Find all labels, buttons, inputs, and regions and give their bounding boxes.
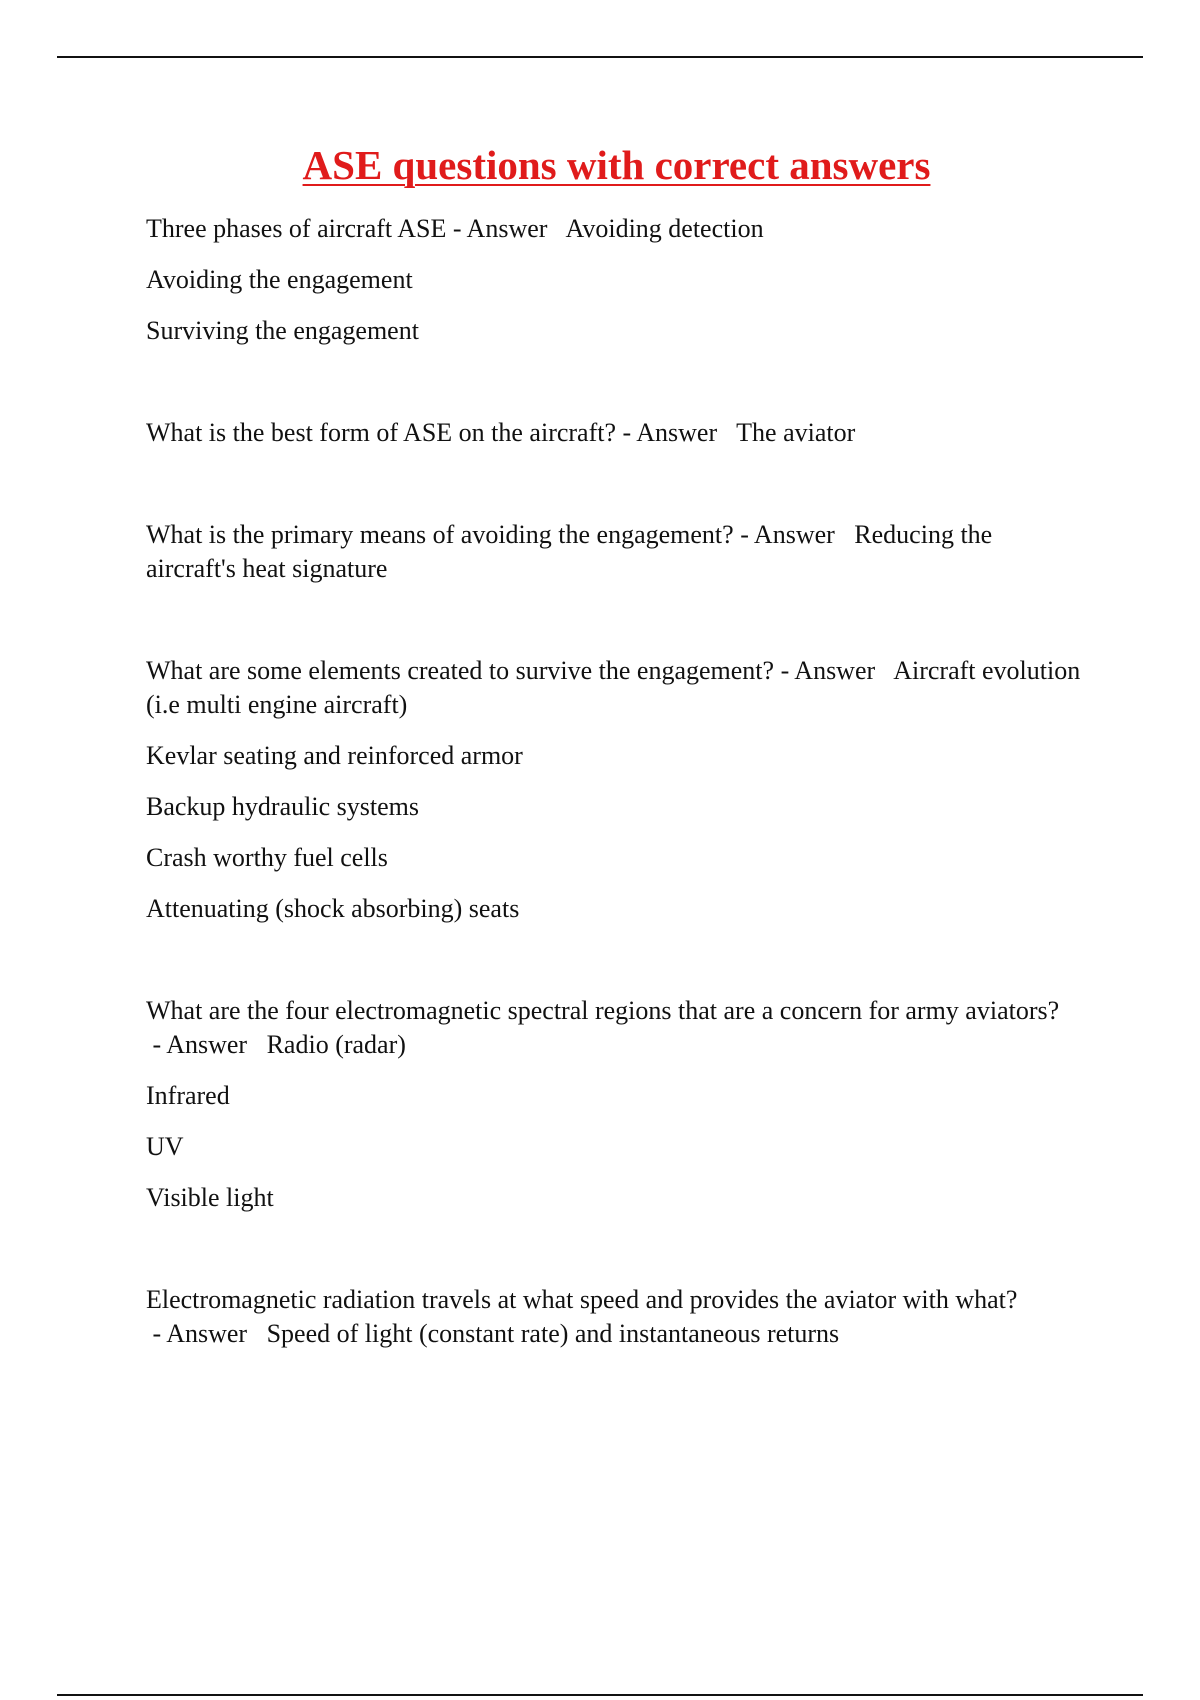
- qa-item: [146, 416, 1081, 450]
- answer-text: Speed of light (constant rate) and instantaneous returns: [266, 1319, 840, 1348]
- answer-extra-line: Surviving the engagement: [146, 316, 419, 345]
- qa-list: [146, 212, 1081, 1419]
- answer-text: Radio (radar): [266, 1030, 406, 1059]
- answer-separator: - Answer: [446, 214, 566, 243]
- qa-first-line: [146, 212, 1081, 246]
- answer-extra-line: Backup hydraulic systems: [146, 792, 419, 821]
- qa-first-line: [146, 1283, 1081, 1351]
- qa-first-line: [146, 518, 1081, 586]
- answer-extra-line: UV: [146, 1132, 184, 1161]
- qa-item: [146, 994, 1081, 1215]
- question-text: What are some elements created to survive the engagement?: [146, 656, 775, 685]
- qa-first-line: [146, 654, 1081, 722]
- question-text: What is the best form of ASE on the aircraft?: [146, 418, 617, 447]
- qa-item: [146, 518, 1081, 586]
- question-text: What are the four electromagnetic spectral regions that are a concern for army aviators?: [146, 996, 1060, 1025]
- qa-item: [146, 212, 1081, 348]
- answer-extra-line: Visible light: [146, 1183, 274, 1212]
- answer-extra-line: Attenuating (shock absorbing) seats: [146, 894, 520, 923]
- answer-separator: - Answer: [616, 418, 737, 447]
- qa-first-line: [146, 416, 1081, 450]
- answer-text: The aviator: [736, 418, 856, 447]
- question-text: Electromagnetic radiation travels at what speed and provides the aviator with what?: [146, 1285, 1018, 1314]
- question-text: What is the primary means of avoiding the engagement?: [146, 520, 734, 549]
- answer-extra-line: Crash worthy fuel cells: [146, 843, 388, 872]
- answer-extra-line: Infrared: [146, 1081, 230, 1110]
- bottom-rule: [57, 1694, 1143, 1696]
- answer-text: Reducing the aircraft's heat signature: [146, 520, 993, 583]
- qa-item: [146, 654, 1081, 926]
- answer-extra-line: Kevlar seating and reinforced armor: [146, 741, 523, 770]
- question-text: Three phases of aircraft ASE: [146, 214, 447, 243]
- answer-text: Avoiding detection: [565, 214, 764, 243]
- answer-extra-line: Avoiding the engagement: [146, 265, 413, 294]
- top-rule: [57, 56, 1143, 58]
- document-title: ASE questions with correct answers: [302, 142, 931, 188]
- answer-separator: - Answer: [733, 520, 855, 549]
- answer-separator: - Answer: [774, 656, 894, 685]
- qa-item: [146, 1283, 1081, 1351]
- qa-first-line: [146, 994, 1081, 1062]
- answer-separator: - Answer: [146, 1030, 267, 1059]
- answer-separator: - Answer: [146, 1319, 267, 1348]
- answer-text: Aircraft evolution (i.e multi engine aircraft): [146, 656, 1081, 719]
